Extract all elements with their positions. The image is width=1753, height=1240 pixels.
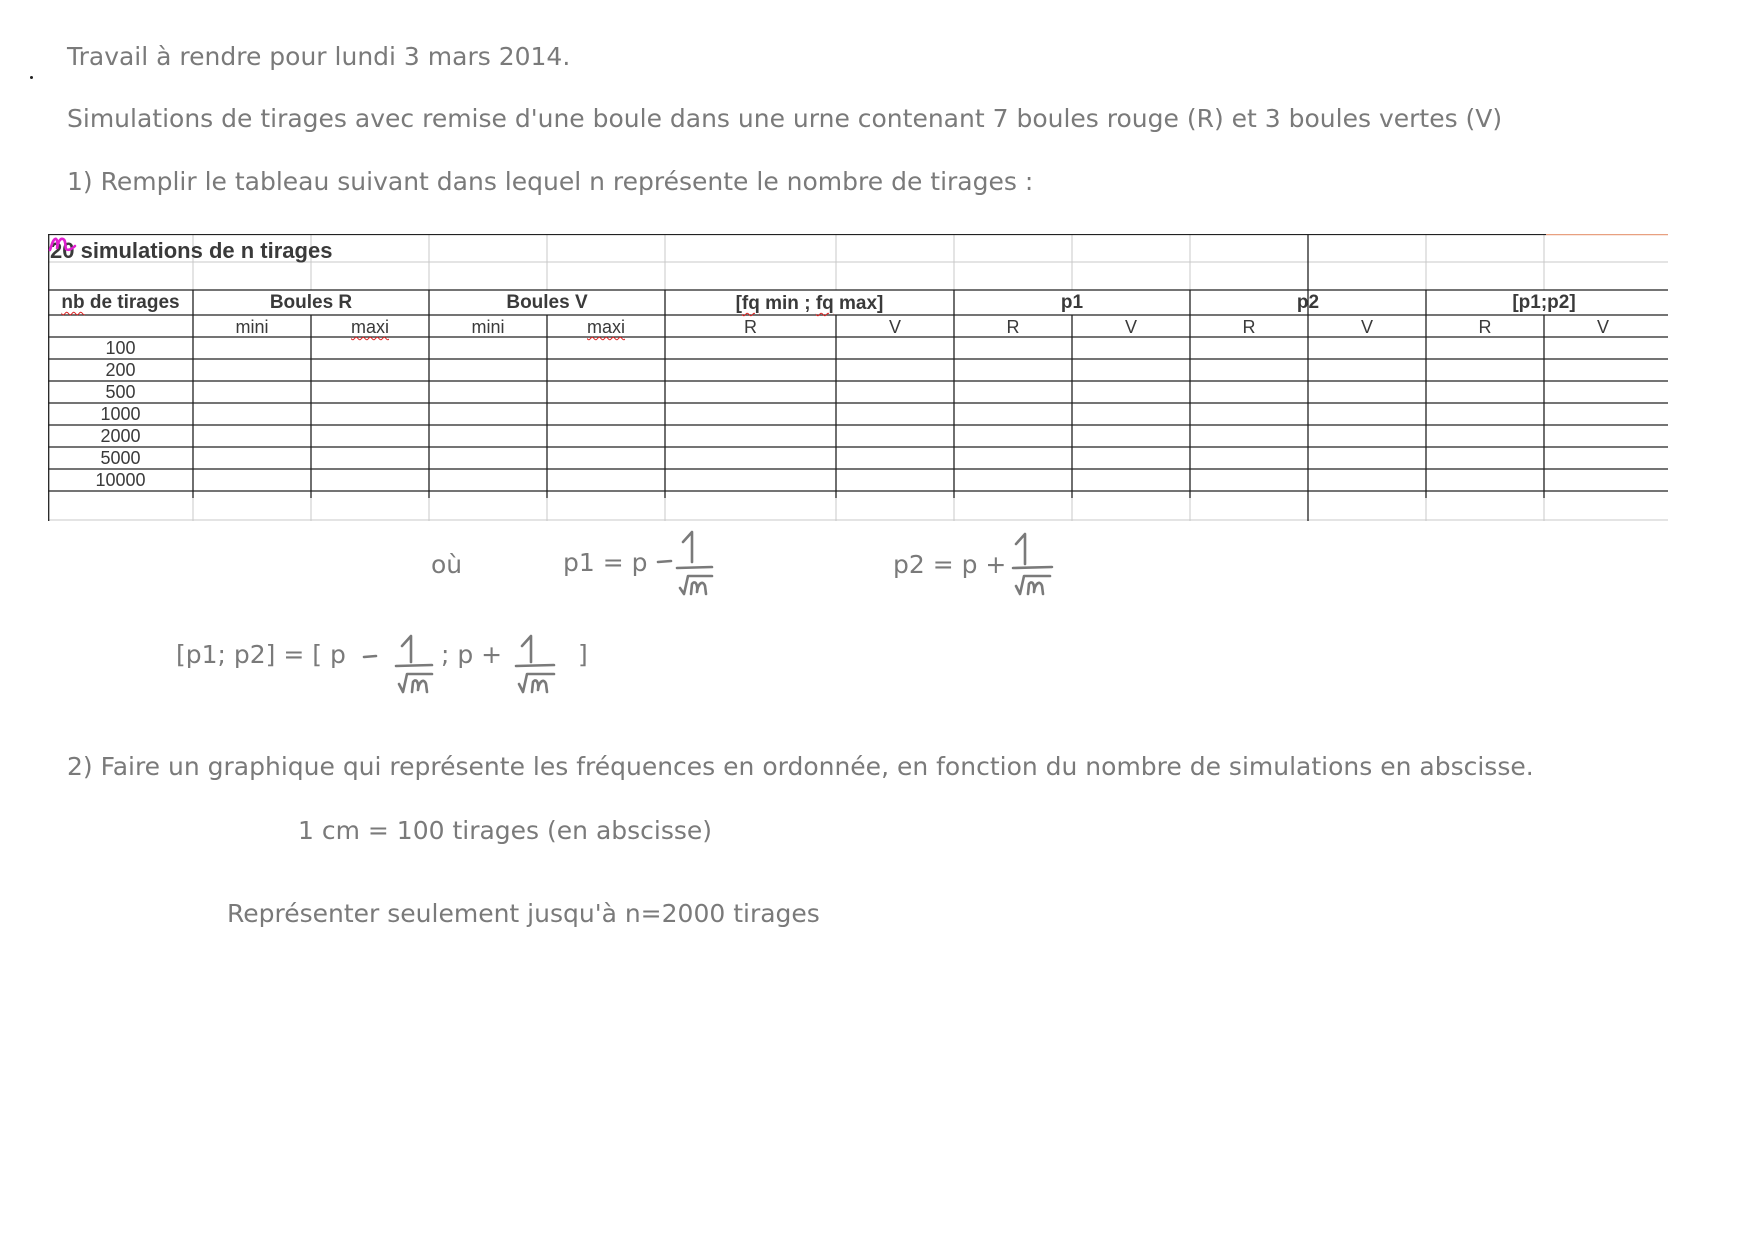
header-p1: p1 xyxy=(1060,292,1084,313)
row-n-200: 200 xyxy=(105,360,136,380)
row-n-100: 100 xyxy=(105,338,136,358)
simulation-table xyxy=(48,234,1668,521)
row-n-500: 500 xyxy=(105,382,136,402)
header-p2: p2 xyxy=(1296,292,1320,313)
formula-p2-lhs: p2 = p + xyxy=(893,550,1007,579)
row-n-2000: 2000 xyxy=(100,426,141,446)
interval-mid: ; p + xyxy=(441,640,503,669)
interval-close: ] xyxy=(578,640,588,669)
sub-v-maxi: maxi xyxy=(586,317,625,337)
sub-r-mini: mini xyxy=(235,317,269,337)
row-n-10000: 10000 xyxy=(95,470,146,490)
interval-open: [p1; p2] = [ p xyxy=(176,640,346,669)
sub-p2-r: R xyxy=(1242,317,1256,337)
table-grid xyxy=(48,234,1668,521)
n-handwritten-mark xyxy=(48,234,78,254)
p2-handwritten-fraction xyxy=(1010,530,1072,606)
assignment-date: Travail à rendre pour lundi 3 mars 2014. xyxy=(67,42,571,71)
simulation-description: Simulations de tirages avec remise d'une boule dans une urne contenant 7 boules rouge (R) et 3 boules vertes (V) xyxy=(67,104,1503,133)
header-fq-interval: [fq min ; fq max] xyxy=(735,293,884,314)
formula-ou: où xyxy=(431,550,463,579)
header-boules-r: Boules R xyxy=(269,292,353,313)
row-n-1000: 1000 xyxy=(100,404,141,424)
sub-r-maxi: maxi xyxy=(350,317,389,337)
p1-handwritten-fraction xyxy=(655,528,717,606)
question-2: 2) Faire un graphique qui représente les fréquences en ordonnée, en fonction du nombre de simulations en abscisse. xyxy=(67,752,1534,781)
bullet-dot xyxy=(30,76,33,79)
sub-p1-r: R xyxy=(1006,317,1020,337)
question-1: 1) Remplir le tableau suivant dans lequel n représente le nombre de tirages : xyxy=(67,167,1034,196)
table-title: 20 simulations de n tirages xyxy=(50,238,333,263)
row-n-5000: 5000 xyxy=(100,448,141,468)
range-note: Représenter seulement jusqu'à n=2000 tirages xyxy=(227,899,820,928)
sub-fq-r: R xyxy=(744,317,757,337)
scale-note: 1 cm = 100 tirages (en abscisse) xyxy=(298,816,713,845)
header-boules-v: Boules V xyxy=(506,292,588,313)
interval-left-fraction xyxy=(392,632,444,704)
sub-v-mini: mini xyxy=(471,317,505,337)
sub-fq-v: V xyxy=(888,317,901,337)
formula-p1-lhs: p1 = p xyxy=(563,548,648,577)
header-p1p2: [p1;p2] xyxy=(1512,292,1576,313)
interval-minus-sign xyxy=(360,632,386,662)
sub-p1p2-r: R xyxy=(1478,317,1492,337)
header-nb-tirages: nb de tirages xyxy=(61,292,180,313)
sub-p1-v: V xyxy=(1124,317,1137,337)
interval-right-fraction xyxy=(512,632,564,704)
sub-p2-v: V xyxy=(1360,317,1373,337)
sub-p1p2-v: V xyxy=(1596,317,1609,337)
